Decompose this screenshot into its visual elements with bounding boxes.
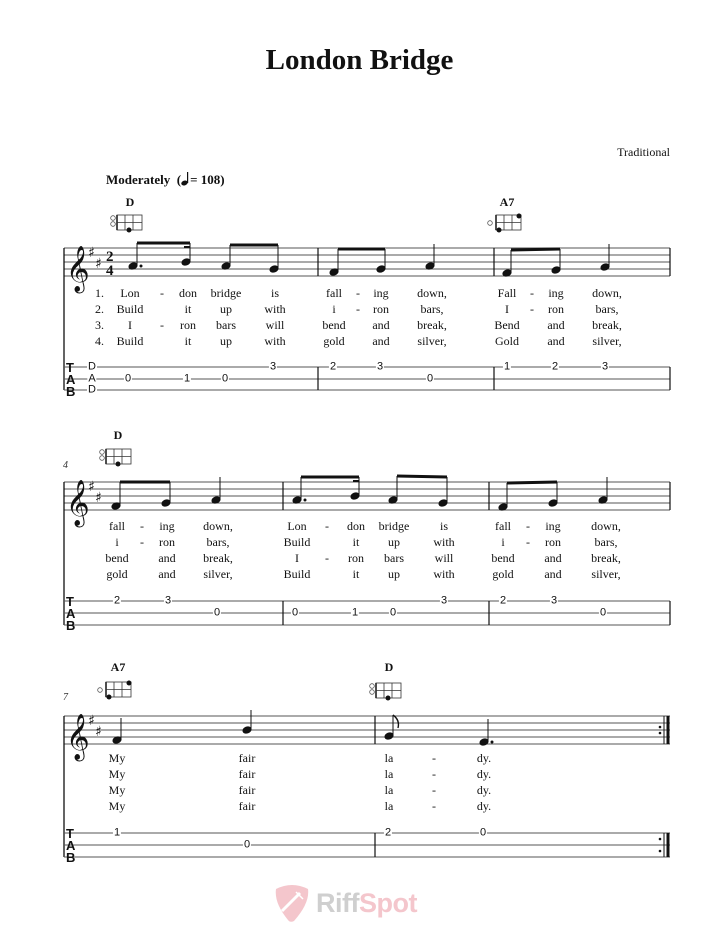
chord-name: A7	[110, 660, 126, 674]
tab-fret: 2	[113, 594, 121, 607]
repeat-dot	[659, 726, 662, 729]
svg-text:B: B	[66, 850, 76, 865]
sharp-icon: ♯	[88, 479, 95, 495]
tab-fret: 3	[376, 360, 384, 373]
sharp-icon: ♯	[95, 490, 102, 506]
svg-text:2: 2	[106, 249, 114, 265]
svg-text:4: 4	[106, 263, 114, 279]
chord-diagram-a7	[98, 681, 132, 700]
svg-text:T: T	[66, 360, 74, 375]
tuning-string-1: D	[88, 360, 96, 373]
tab-fret: 1	[351, 606, 359, 619]
chord-name: D	[125, 195, 135, 209]
svg-text:B: B	[66, 618, 76, 633]
guitar-pick-icon	[272, 883, 312, 923]
tab-fret: 1	[503, 360, 511, 373]
tab-fret: 2	[551, 360, 559, 373]
sharp-icon: ♯	[88, 245, 95, 261]
tab-fret: 2	[499, 594, 507, 607]
tab-fret: 0	[426, 372, 434, 385]
tab-fret: 2	[329, 360, 337, 373]
svg-text:A: A	[66, 606, 76, 621]
tempo-value: = 108	[190, 172, 221, 187]
logo-text-riff: Riff	[316, 887, 359, 918]
tab-fret: 3	[164, 594, 172, 607]
tempo-marking: Moderately ( = 108)	[106, 172, 225, 187]
tab-fret: 0	[213, 606, 221, 619]
svg-text:A: A	[66, 372, 76, 387]
tab-fret: 0	[124, 372, 132, 385]
chord-name: D	[384, 660, 394, 674]
logo-text-spot: Spot	[358, 887, 417, 918]
tab-fret: 0	[389, 606, 397, 619]
tuning-string-2: A	[88, 372, 96, 385]
tab-fret: 2	[384, 826, 392, 839]
repeat-dot	[659, 838, 662, 841]
composer: Traditional	[617, 145, 670, 159]
song-title: London Bridge	[265, 44, 454, 76]
svg-text:T: T	[66, 826, 74, 841]
sharp-icon: ♯	[88, 713, 95, 729]
tab-fret: 0	[243, 838, 251, 851]
tab-fret: 0	[479, 826, 487, 839]
tab-fret: 3	[550, 594, 558, 607]
treble-clef-icon: 𝄞	[66, 246, 90, 292]
chord-name: D	[113, 428, 123, 442]
repeat-dot	[659, 732, 662, 735]
tab-fret: 0	[291, 606, 299, 619]
tab-fret: 3	[601, 360, 609, 373]
treble-clef-icon: 𝄞	[66, 714, 90, 760]
chord-diagram-d	[370, 683, 401, 701]
tempo-label: Moderately	[106, 172, 171, 187]
svg-text:T: T	[66, 594, 74, 609]
measure-number: 7	[63, 692, 68, 703]
repeat-dot	[659, 850, 662, 853]
measure-number: 4	[63, 460, 68, 471]
tab-fret: 0	[221, 372, 229, 385]
sharp-icon: ♯	[95, 256, 102, 272]
tab-fret: 3	[269, 360, 277, 373]
tempo-paren: (	[173, 172, 182, 187]
sharp-icon: ♯	[95, 724, 102, 740]
tab-fret: 1	[113, 826, 121, 839]
svg-text:B: B	[66, 384, 76, 399]
svg-text:A: A	[66, 838, 76, 853]
treble-clef-icon: 𝄞	[66, 480, 90, 526]
tab-fret: 0	[599, 606, 607, 619]
tuning-string-3: D	[88, 383, 96, 396]
tab-fret: 1	[183, 372, 191, 385]
riffspot-logo[interactable]	[272, 883, 417, 923]
chord-name: A7	[499, 195, 515, 209]
tab-fret: 3	[440, 594, 448, 607]
